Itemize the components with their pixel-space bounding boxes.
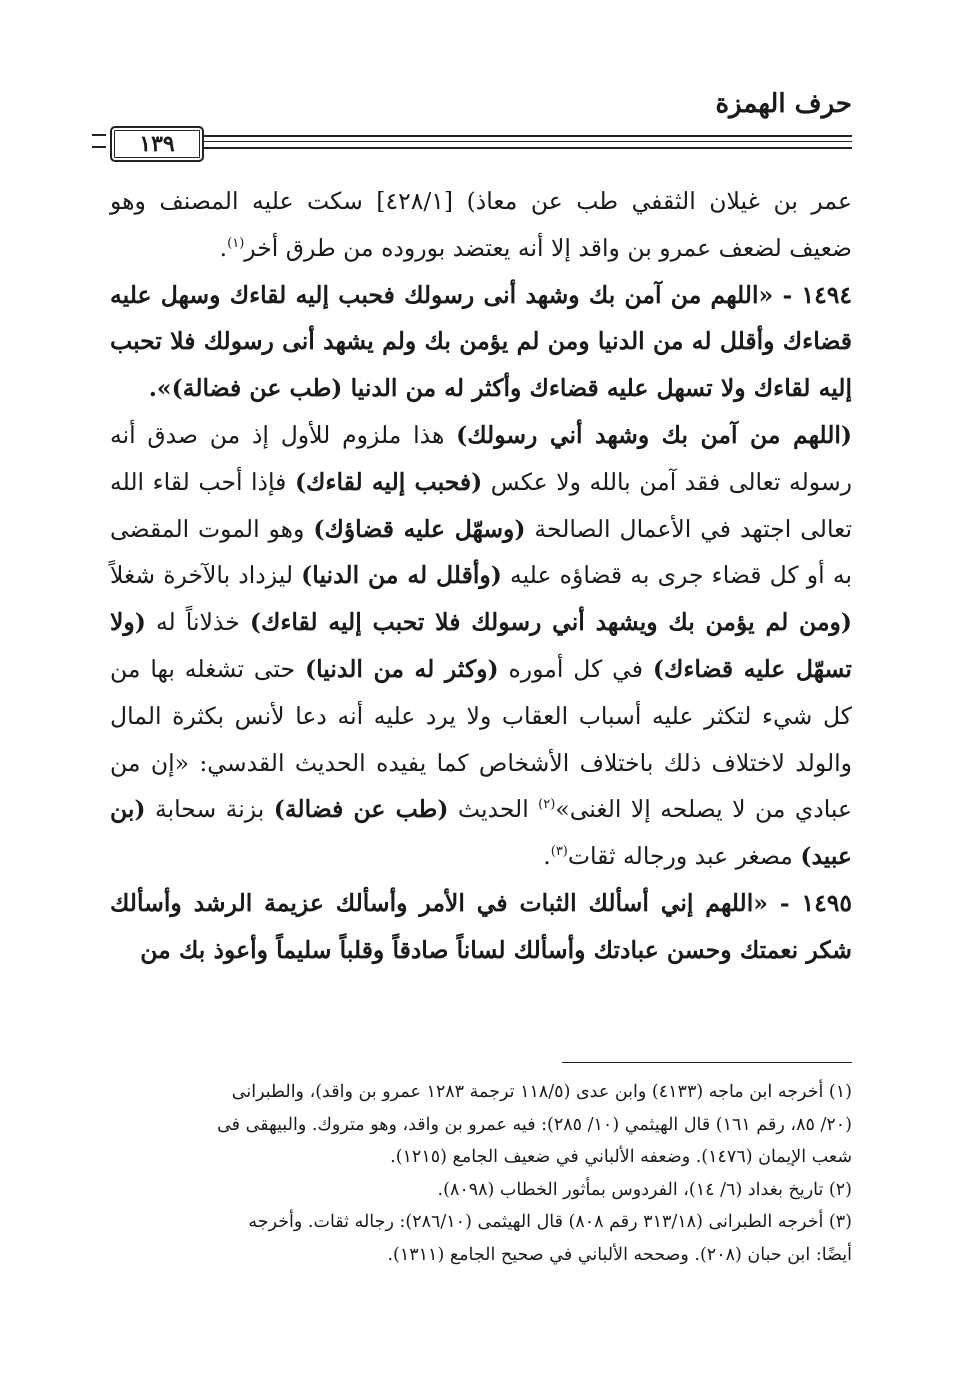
footnote-1-line-1: (١) أخرجه ابن ماجه (٤١٣٣) وابن عدى (١١٨/٥ ترجمة ١٢٨٣ عمرو بن واقد)، والطبرانى — [231, 1082, 852, 1102]
commentary-text: خذلاناً له — [145, 608, 250, 637]
hadith-entry-1494 — [110, 272, 852, 412]
main-text — [110, 178, 852, 974]
footnote-2: (٢) تاريخ بغداد (٦/ ١٤)، الفردوس بمأثور الخطاب (٨٠٩٨). — [437, 1179, 852, 1200]
quoted-phrase: (فحبب إليه لقاءك) — [294, 467, 483, 496]
paragraph-continuation — [110, 178, 852, 272]
book-page — [110, 0, 852, 1376]
commentary-text: فإذا أحب لقاء الله تعالى اجتهد في الأعمال الصالحة — [110, 467, 852, 543]
commentary-text: ليزداد بالآخرة شغلاً — [110, 561, 302, 590]
quoted-phrase: (بن عبيد) — [110, 795, 852, 871]
hadith-entry-1495 — [110, 880, 852, 974]
quoted-phrase: (اللهم من آمن بك وشهد أني رسولك) — [456, 420, 853, 449]
commentary-text: حتى تشغله بها من كل شيء لتكثر عليه أسباب العقاب ولا يرد عليه أنه دعا لأنس بكثرة المال والولد لاختلاف ذلك باختلاف الأشخاص كما يفيده الحديث القدسي: «إن من عبادي من لا يصلحه إلا الغنى» — [110, 654, 853, 824]
quoted-phrase: (وكثر له من الدنيا) — [304, 654, 499, 683]
rule-center-line — [202, 141, 852, 142]
page-header — [110, 86, 852, 166]
commentary-text: هذا ملزوم للأول إذ من صدق أنه رسوله تعالى فقد آمن بالله ولا عكس — [110, 420, 852, 496]
quoted-phrase: (وأقلل له من الدنيا) — [301, 561, 502, 590]
footnotes — [110, 1076, 852, 1271]
entry-text-1495: «اللهم إني أسألك الثبات في الأمر وأسألك عزيمة الرشد وأسألك شكر نعمتك وحسن عبادتك وأسألك لساناً صادقاً وقلباً سليماً وأعوذ بك من — [110, 888, 852, 964]
commentary-text: وهو الموت المقضى به أو كل قضاء جرى به قضاؤه عليه — [110, 514, 852, 590]
footnote-3-line-2: أيضًا: ابن حبان (٢٠٨). وصححه الألباني في صحيح الجامع (١٣١١). — [387, 1244, 852, 1265]
quoted-phrase: (ولا تسهّل عليه قضاءك) — [110, 608, 852, 683]
double-rule-line — [202, 135, 852, 149]
footnote-ref-3: (٣) — [550, 844, 568, 860]
commentary-text: الحديث — [448, 795, 539, 824]
footnote-ref-1: (١) — [227, 235, 245, 251]
footnote-ref-2: (٢) — [538, 797, 556, 813]
paragraph-1-end: . — [219, 233, 228, 262]
footnote-1-line-2: (٢٠/ ٨٥، رقم ١٦١) قال الهيثمي (١٠/ ٢٨٥): فيه عمرو بن واقد، وهو متروك. والبيهقى فى — [217, 1114, 852, 1135]
entry-number-1495: ١٤٩٥ - — [779, 888, 852, 917]
paragraph-1-text: عمر بن غيلان الثقفي طب عن معاذ) [٤٢٨/١] سكت عليه المصنف وهو ضعيف لضعف عمرو بن واقد إلا أنه يعتضد بوروده من طرق أخر — [110, 187, 852, 262]
quoted-phrase: (ومن لم يؤمن بك ويشهد أني رسولك فلا تحبب إليه لقاءك) — [249, 608, 853, 637]
rule-end-mark — [92, 134, 106, 148]
commentary-text: بزنة سحابة — [145, 795, 274, 824]
commentary-end: . — [543, 842, 551, 871]
footnote-3-line-1: (٣) أخرجه الطبرانى (٣١٣/١٨ رقم ٨٠٨) قال الهيثمى (٢٨٦/١٠): رجاله ثقات. وأخرجه — [248, 1212, 852, 1232]
header-rule — [92, 126, 852, 162]
entry-text-1494: «اللهم من آمن بك وشهد أنى رسولك فحبب إليه لقاءك وسهل عليه قضاءك وأقلل له من الدنيا ومن لم يؤمن بك ولم يشهد أنى رسولك فلا تحبب إليه لقاءك ولا تسهل عليه قضاءك وأكثر له من الدنيا (طب عن فضالة)». — [110, 280, 852, 403]
commentary-text: مصغر عبد ورجاله ثقات — [567, 842, 801, 871]
commentary-text: في كل أموره — [498, 654, 653, 683]
quoted-phrase: (طب عن فضالة) — [273, 795, 449, 824]
entry-number-1494: ١٤٩٤ - — [782, 280, 852, 309]
footnote-1-line-3: شعب الإيمان (١٤٧٦). وضعفه الألباني في ضعيف الجامع (١٢١٥). — [390, 1147, 852, 1167]
chapter-title: حرف الهمزة — [715, 89, 852, 119]
commentary-paragraph — [110, 412, 852, 880]
quoted-phrase: (وسهّل عليه قضاؤك) — [313, 514, 526, 543]
footnote-separator — [562, 1062, 852, 1063]
page-number: ١٣٩ — [110, 126, 204, 162]
